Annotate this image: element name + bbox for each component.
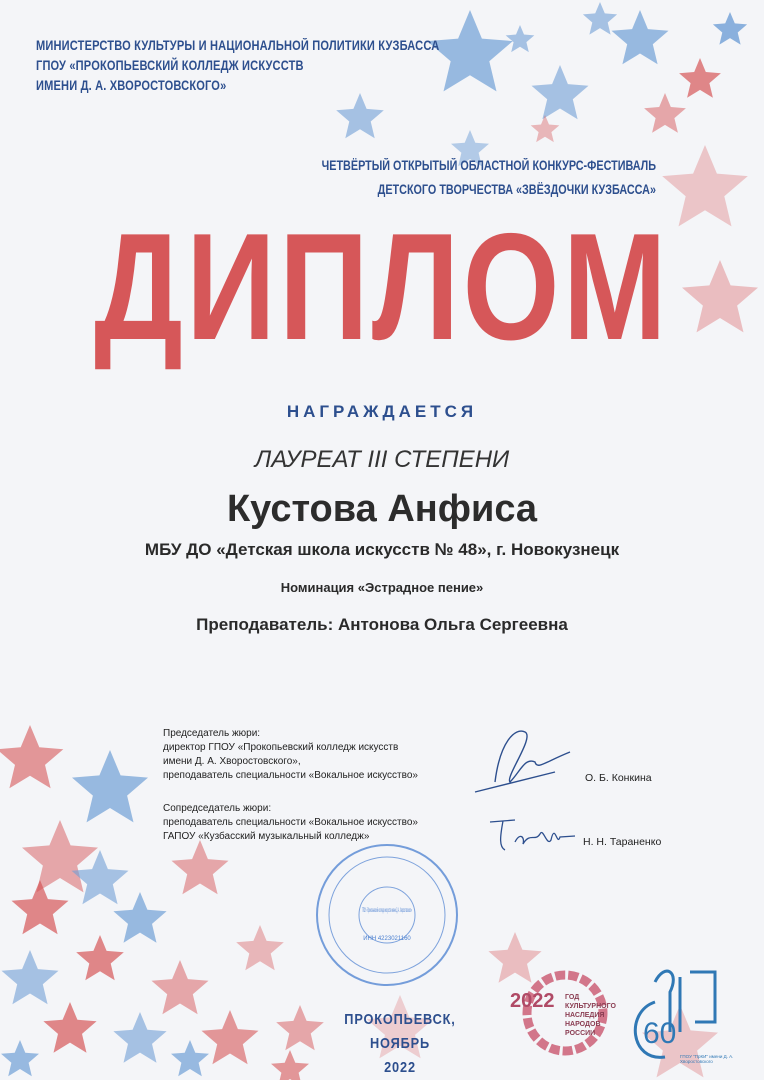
city-month: ПРОКОПЬЕВСК, НОЯБРЬ <box>344 1011 456 1052</box>
stamp-inn: ИНН 4223021160 <box>363 936 411 942</box>
recipient-name: Кустова Анфиса <box>226 488 538 530</box>
header-line: МИНИСТЕРСТВО КУЛЬТУРЫ И НАЦИОНАЛЬНОЙ ПОЛИТИКИ КУЗБАССА <box>36 38 440 53</box>
star-icon <box>679 58 721 98</box>
ministry-header <box>36 36 439 96</box>
star-icon <box>713 12 747 45</box>
star-icon <box>336 93 384 138</box>
jury-line: Председатель жюри: <box>163 728 261 739</box>
stamp-text: ГПОУ «Прокопьевский колледж искусств имени Д. А. Хворостовского» <box>362 908 559 914</box>
official-stamp <box>312 840 559 990</box>
header-line: ГПОУ «ПРОКОПЬЕВСКИЙ КОЛЛЕДЖ ИСКУССТВ <box>36 58 304 73</box>
jury-line: преподаватель специальности «Вокальное искусство» <box>163 770 418 781</box>
year: 2022 <box>384 1059 416 1076</box>
logo-line: ГОД <box>565 994 580 1001</box>
cochair-name: Н. Н. Тараненко <box>583 836 662 848</box>
star-icon <box>113 1012 166 1063</box>
festival-line: ДЕТСКОГО ТВОРЧЕСТВА «ЗВЁЗДОЧКИ КУЗБАССА» <box>377 182 656 197</box>
festival-title <box>320 154 656 202</box>
nomination: Номинация «Эстрадное пение» <box>280 580 484 595</box>
jury-chair <box>163 727 418 783</box>
college-anniversary-logo <box>625 962 745 1072</box>
star-icon <box>152 960 209 1014</box>
star-icon <box>0 725 63 788</box>
college-caption: ГПОУ "ПрКИ" имени Д. А. Хворостовского <box>680 1054 734 1064</box>
degree: ЛАУРЕАТ III СТЕПЕНИ <box>254 446 510 473</box>
header-line: ИМЕНИ Д. А. ХВОРОСТОВСКОГО» <box>36 78 227 93</box>
jury-line: директор ГПОУ «Прокопьевский колледж искусств <box>163 742 399 753</box>
star-icon <box>506 25 535 52</box>
star-icon <box>612 10 669 64</box>
teacher: Преподаватель: Антонова Ольга Сергеевна <box>196 615 568 634</box>
star-icon <box>1 1040 39 1076</box>
diploma-title: ДИПЛОМ <box>94 202 670 372</box>
logo-line: РОССИИ <box>565 1030 596 1037</box>
awarded-label: НАГРАЖДАЕТСЯ <box>286 402 478 421</box>
star-icon <box>644 93 686 133</box>
star-icon <box>236 925 284 970</box>
school: МБУ ДО «Детская школа искусств № 48», г. Новокузнецк <box>144 540 620 559</box>
star-icon <box>172 840 229 894</box>
star-icon <box>171 1040 209 1076</box>
star-icon <box>43 1002 96 1053</box>
star-icon <box>583 2 617 35</box>
star-icon <box>2 950 59 1004</box>
jury-line: имени Д. А. Хворостовского», <box>163 756 301 767</box>
signature-taranenko <box>485 812 580 857</box>
star-icon <box>427 10 513 91</box>
star-icon <box>72 750 148 822</box>
jury-line: Сопредседатель жюри: <box>163 803 272 814</box>
logo-line: КУЛЬТУРНОГО <box>565 1003 616 1010</box>
logo-line: НАСЛЕДИЯ <box>565 1012 605 1019</box>
jury-line: ГАПОУ «Кузбасский музыкальный колледж» <box>163 831 370 842</box>
jury-line: преподаватель специальности «Вокальное искусство» <box>163 817 418 828</box>
logo-line: НАРОДОВ <box>565 1021 601 1028</box>
jury-cochair <box>163 802 418 844</box>
festival-line: ЧЕТВЁРТЫЙ ОТКРЫТЫЙ ОБЛАСТНОЙ КОНКУРС-ФЕСТИВАЛЬ <box>321 158 656 173</box>
star-icon <box>76 935 124 980</box>
signature-konkina <box>465 722 575 802</box>
culture-year-logo <box>510 965 620 1065</box>
place-date <box>315 1008 485 1080</box>
chair-name: О. Б. Конкина <box>585 772 652 784</box>
star-icon <box>202 1010 259 1064</box>
logo-year: 2022 <box>510 990 555 1012</box>
star-icon <box>113 892 166 943</box>
anniversary-number: 60 <box>643 1017 677 1050</box>
star-icon <box>531 115 560 142</box>
star-icon <box>271 1050 309 1080</box>
star-icon <box>12 880 69 934</box>
star-icon <box>532 65 589 119</box>
